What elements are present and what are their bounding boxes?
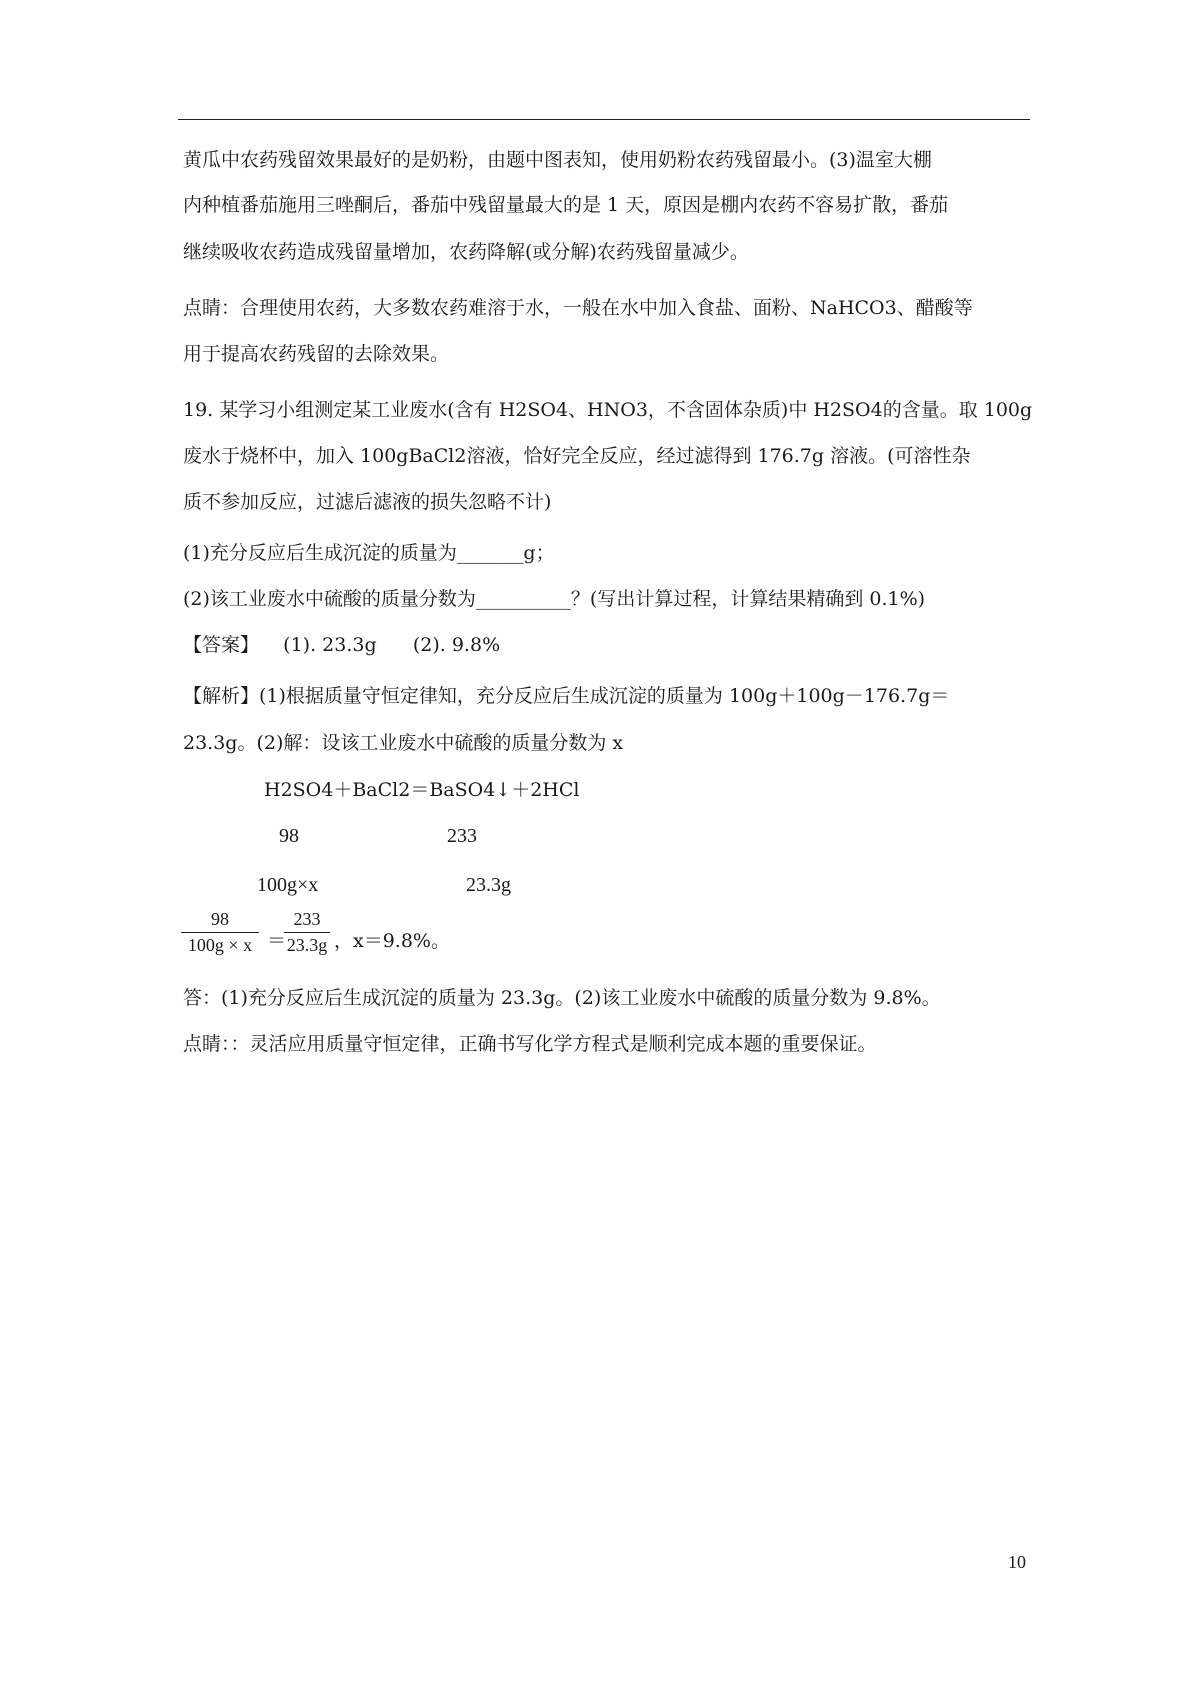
sub-question-2: (2)该工业废水中硫酸的质量分数为__________？(写出计算过程，计算结果精确到 0.1%) (183, 588, 926, 610)
question-19: 19. 某学习小组测定某工业废水(含有 H2SO4、HNO3，不含固体杂质)中 H2SO4的含量。取 100g (183, 399, 1033, 421)
comment-line: 点睛：：灵活应用质量守恒定律，正确书写化学方程式是顺利完成本题的重要保证。 (183, 1033, 877, 1055)
mass-baso4: 23.3g (466, 874, 511, 896)
conclusion-line: 答：(1)充分反应后生成沉淀的质量为 23.3g。(2)该工业废水中硫酸的质量分数为 9.8%。 (183, 987, 941, 1009)
fraction-denominator: 23.3g (286, 935, 328, 955)
header-rule (178, 119, 1030, 120)
fraction-numerator: 233 (293, 909, 321, 929)
fraction-left (181, 909, 259, 956)
text-line: 用于提高农药残留的去除效果。 (183, 343, 450, 365)
fraction-result: ，x＝9.8%。 (334, 930, 450, 952)
text-line: 黄瓜中农药残留效果最好的是奶粉，由题中图表知，使用奶粉农药残留最小。(3)温室大棚 (183, 149, 932, 171)
page-number: 10 (1008, 1552, 1026, 1572)
analysis-line: 【解析】(1)根据质量守恒定律知，充分反应后生成沉淀的质量为 100g＋100g－176.7g＝ (183, 685, 950, 707)
text-line: 23.3g。(2)解：设该工业废水中硫酸的质量分数为 x (183, 732, 624, 754)
molar-mass-baso4: 233 (447, 825, 477, 847)
text-line: 废水于烧杯中，加入 100gBaCl2溶液，恰好完全反应，经过滤得到 176.7g 溶液。(可溶性杂 (183, 445, 971, 467)
fraction-right (284, 909, 330, 956)
fraction-denominator: 100g × x (187, 935, 253, 955)
fraction-numerator: 98 (211, 909, 229, 929)
text-line: 内种植番茄施用三唑酮后，番茄中残留量最大的是 1 天，原因是棚内农药不容易扩散，番茄 (183, 194, 949, 216)
answer-line: 【答案】 (1). 23.3g (2). 9.8% (183, 634, 501, 656)
chemical-equation: H2SO4＋BaCl2＝BaSO4↓＋2HCl (264, 779, 580, 801)
sub-question-1: (1)充分反应后生成沉淀的质量为_______g； (183, 542, 555, 564)
equals-sign: ＝ (267, 930, 287, 952)
text-line: 质不参加反应，过滤后滤液的损失忽略不计) (183, 491, 552, 513)
text-line: 继续吸收农药造成残留量增加，农药降解(或分解)农药残留量减少。 (183, 241, 749, 263)
molar-mass-h2so4: 98 (279, 825, 299, 847)
mass-h2so4: 100g×x (257, 874, 319, 896)
text-line: 点睛：合理使用农药，大多数农药难溶于水，一般在水中加入食盐、面粉、NaHCO3、醋酸等 (183, 297, 973, 319)
